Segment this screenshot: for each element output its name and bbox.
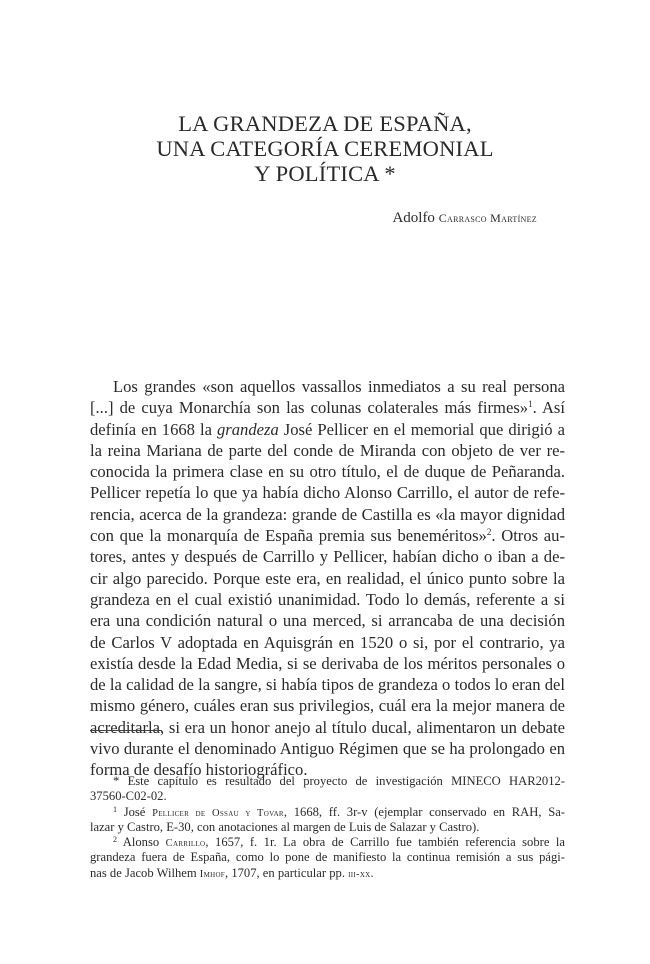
footnote-text: . <box>370 865 374 880</box>
footnote-star-line: * Este capítulo es resultado del proyecto de investigación MINECO HAR2012- <box>113 774 565 788</box>
body-line <box>90 419 565 440</box>
body-line: mismo género, cuáles eran sus privilegios, cuál era la mejor manera de <box>90 696 565 716</box>
body-line <box>90 525 565 546</box>
footnote-number: 1 <box>113 804 117 814</box>
footnote-1-line: lazar y Castro, E-30, con anotaciones al margen de Luis de Salazar y Castro). <box>90 819 480 834</box>
body-line: Pellicer repetía lo que ya había dicho Alonso Carrillo, el autor de refe- <box>90 483 565 503</box>
body-line: conocida la primera clase en su otro título, el de duque de Peñaranda. <box>90 462 565 482</box>
title-line-3: Y POLÍTICA * <box>254 161 396 186</box>
footnote-1-line <box>90 805 565 820</box>
body-text: . Así <box>532 398 565 418</box>
body-line: era una condición natural o una merced, si arrancaba de una decisión <box>90 611 565 631</box>
footnote-ref: 2 <box>486 527 492 538</box>
body-line: la reina Mariana de parte del conde de Miranda con objeto de ver re- <box>90 440 565 460</box>
footnote-2-line <box>90 835 565 850</box>
footnote-text: Alonso <box>117 835 166 850</box>
italic-term: grandeza <box>216 419 279 439</box>
footnote-ref: 1 <box>528 399 533 410</box>
body-line: de Carlos V adoptada en Aquisgrán en 1520 o si, por el contrario, ya <box>90 632 565 652</box>
body-line: tores, antes y después de Carrillo y Pellicer, habían dicho o iban a de- <box>90 547 565 567</box>
body-line: Los grandes «son aquellos vassallos inmediatos a su real persona <box>113 377 565 396</box>
footnote-number: 2 <box>113 835 117 845</box>
title-line-2: UNA CATEGORÍA CEREMONIAL <box>156 136 494 161</box>
body-paragraph <box>90 376 565 781</box>
footnote-text: , 1707, en particular pp. <box>225 865 349 880</box>
body-line: rencia, acerca de la grandeza: grande de Castilla es «la mayor dignidad <box>90 504 565 524</box>
body-line: forma de desafío historiográfico. <box>90 760 308 780</box>
body-line <box>90 397 565 418</box>
body-line: cir algo parecido. Porque este era, en realidad, el único punto sobre la <box>90 568 565 588</box>
chapter-title <box>100 111 550 186</box>
footnote-star-line: 37560-C02-02. <box>90 789 167 804</box>
body-text: con que la monarquía de España premia sus beneméritos» <box>90 526 487 546</box>
footnote-author: Pellicer de Ossau y Tovar <box>152 807 284 819</box>
body-line: de la calidad de la sangre, si había tipos de grandeza o todos lo eran del <box>90 675 565 695</box>
body-text: [...] de cuya Monarchía son las colunas colaterales más firmes» <box>90 398 529 418</box>
body-line: existía desde la Edad Media, si se derivaba de los méritos personales o <box>90 653 565 673</box>
author-last-name: Carrasco Martínez <box>438 211 537 225</box>
footnotes <box>90 774 565 881</box>
footnote-pages: iii-xx <box>348 868 371 880</box>
footnote-author: Imhof <box>199 868 226 880</box>
body-line: grandeza en el cual existió unanimidad. Todo lo demás, referente a si <box>90 589 565 609</box>
footnote-text: , 1668, ff. 3r-v (ejemplar conservado en RAH, Sa- <box>283 804 565 819</box>
body-line: acreditarla, si era un honor anejo al título ducal, alimentaron un debate <box>90 717 565 737</box>
footnote-text: José <box>117 804 153 819</box>
body-text: definía en 1668 la <box>90 419 217 439</box>
body-text: . Otros au- <box>491 526 565 546</box>
author-name <box>392 210 537 227</box>
footnote-text: , 1657, f. 1r. La obra de Carrillo fue también referencia sobre la <box>205 835 565 850</box>
body-line: vivo durante el denominado Antiguo Régimen que se ha prolongado en <box>90 739 565 759</box>
footnote-2-line: grandeza fuera de España, como lo pone de manifiesto la continua remisión a sus pági- <box>90 850 565 865</box>
author-first-name: Adolfo <box>392 210 439 226</box>
body-text: José Pellicer en el memorial que dirigió a <box>278 419 565 439</box>
footnote-divider <box>90 730 162 731</box>
footnote-2-line <box>90 866 565 881</box>
footnote-author: Carrillo <box>165 838 206 850</box>
footnote-text: nas de Jacob Wilhem <box>90 865 200 880</box>
title-line-1: LA GRANDEZA DE ESPAÑA, <box>178 111 472 136</box>
